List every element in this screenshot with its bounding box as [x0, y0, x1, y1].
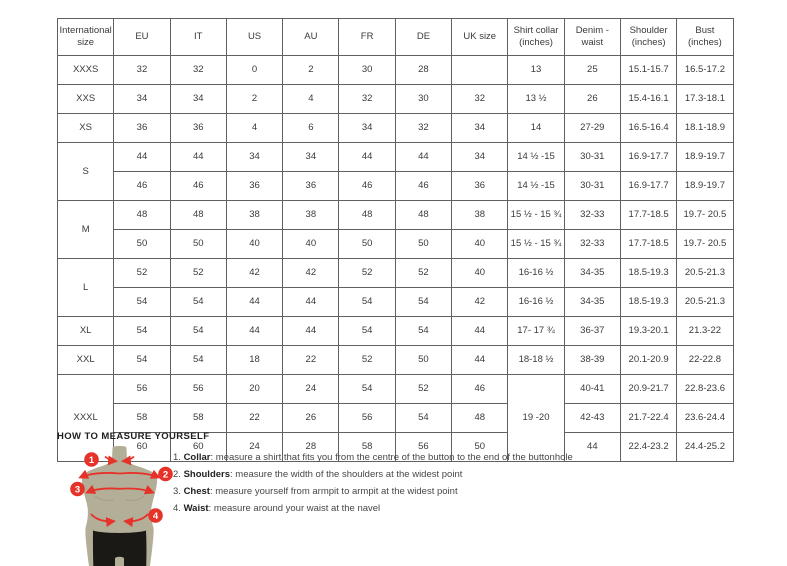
table-cell: 54 [339, 375, 395, 404]
table-cell: 21.3-22 [677, 317, 733, 346]
table-cell: 24.4-25.2 [677, 433, 733, 462]
table-cell: 36 [452, 172, 508, 201]
table-cell: 32 [339, 85, 395, 114]
table-cell: 16-16 ½ [508, 288, 564, 317]
table-cell: 56 [339, 404, 395, 433]
column-header: Shoulder (inches) [620, 19, 676, 56]
table-cell: 60 [170, 433, 226, 462]
table-cell: 54 [170, 288, 226, 317]
size-table-body [58, 56, 734, 462]
table-cell: 54 [114, 288, 170, 317]
table-cell: 58 [339, 433, 395, 462]
table-cell: 34 [114, 85, 170, 114]
table-row [58, 346, 734, 375]
table-cell: 50 [395, 230, 451, 259]
table-cell: 32 [170, 56, 226, 85]
column-header: EU [114, 19, 170, 56]
table-cell: 50 [395, 346, 451, 375]
table-cell: 24 [283, 375, 339, 404]
table-cell: 17- 17 ¾ [508, 317, 564, 346]
table-cell: 40 [283, 230, 339, 259]
table-cell: 38 [283, 201, 339, 230]
table-cell: 16.9-17.7 [620, 172, 676, 201]
table-cell: 20.5-21.3 [677, 288, 733, 317]
table-cell: 52 [395, 259, 451, 288]
table-cell: 38-39 [564, 346, 620, 375]
table-cell: 52 [395, 375, 451, 404]
column-header: FR [339, 19, 395, 56]
table-cell: 34-35 [564, 288, 620, 317]
table-cell: 20.1-20.9 [620, 346, 676, 375]
table-cell: 13 [508, 56, 564, 85]
table-row [58, 375, 734, 404]
table-cell: 32 [114, 56, 170, 85]
table-cell: 44 [170, 143, 226, 172]
intl-size-cell: M [58, 201, 114, 259]
collar-merged-cell: 19 -20 [508, 375, 564, 462]
column-header: UK size [452, 19, 508, 56]
table-cell: 54 [395, 288, 451, 317]
table-cell: 44 [339, 143, 395, 172]
table-cell: 17.7-18.5 [620, 230, 676, 259]
table-cell: 46 [114, 172, 170, 201]
table-cell: 16.5-16.4 [620, 114, 676, 143]
table-cell: 26 [564, 85, 620, 114]
header-row [58, 19, 734, 56]
table-row [58, 259, 734, 288]
table-cell: 52 [339, 346, 395, 375]
table-cell: 54 [395, 404, 451, 433]
table-cell: 34 [452, 114, 508, 143]
table-cell: 46 [339, 172, 395, 201]
table-cell: 36-37 [564, 317, 620, 346]
table-row [58, 288, 734, 317]
table-cell: 32-33 [564, 201, 620, 230]
intl-size-cell: XS [58, 114, 114, 143]
table-cell: 60 [114, 433, 170, 462]
table-cell: 16.5-17.2 [677, 56, 733, 85]
intl-size-cell: XXS [58, 85, 114, 114]
table-cell: 44 [226, 317, 282, 346]
table-cell: 34 [283, 143, 339, 172]
how-to-measure-title: HOW TO MEASURE YOURSELF [57, 431, 210, 442]
column-header: Shirt collar (inches) [508, 19, 564, 56]
table-cell: 14 [508, 114, 564, 143]
measurement-diagram [58, 444, 184, 566]
table-cell: 18.5-19.3 [620, 288, 676, 317]
table-cell: 44 [283, 317, 339, 346]
table-cell: 54 [114, 346, 170, 375]
table-cell: 48 [114, 201, 170, 230]
table-cell: 40 [452, 259, 508, 288]
table-cell: 22 [283, 346, 339, 375]
table-cell: 22 [226, 404, 282, 433]
table-cell: 16.9-17.7 [620, 143, 676, 172]
table-row [58, 201, 734, 230]
table-cell: 40 [452, 230, 508, 259]
table-cell: 18.9-19.7 [677, 172, 733, 201]
table-cell: 58 [114, 404, 170, 433]
table-cell: 44 [114, 143, 170, 172]
table-cell: 36 [226, 172, 282, 201]
table-cell: 38 [452, 201, 508, 230]
table-cell: 56 [170, 375, 226, 404]
table-cell: 46 [395, 172, 451, 201]
table-cell: 44 [564, 433, 620, 462]
step-badge-2 [158, 467, 173, 482]
table-cell: 18.9-19.7 [677, 143, 733, 172]
intl-size-cell: XL [58, 317, 114, 346]
table-cell: 19.3-20.1 [620, 317, 676, 346]
table-cell: 20.9-21.7 [620, 375, 676, 404]
table-cell: 18-18 ½ [508, 346, 564, 375]
table-cell: 24 [226, 433, 282, 462]
table-cell: 4 [283, 85, 339, 114]
table-cell: 0 [226, 56, 282, 85]
table-cell: 54 [114, 317, 170, 346]
table-cell: 2 [283, 56, 339, 85]
table-cell: 36 [170, 114, 226, 143]
table-row [58, 172, 734, 201]
table-cell: 44 [226, 288, 282, 317]
table-cell: 34 [339, 114, 395, 143]
step-badge-3 [70, 482, 85, 497]
table-row [58, 143, 734, 172]
intl-size-cell: XXXL [58, 375, 114, 462]
table-cell: 44 [283, 288, 339, 317]
intl-size-cell: S [58, 143, 114, 201]
table-cell: 15 ½ - 15 ¾ [508, 201, 564, 230]
table-cell: 30 [339, 56, 395, 85]
table-cell: 14 ½ -15 [508, 143, 564, 172]
table-cell: 32 [452, 85, 508, 114]
table-cell: 30 [395, 85, 451, 114]
column-header: DE [395, 19, 451, 56]
table-cell: 22.4-23.2 [620, 433, 676, 462]
step-badge-4 [148, 508, 163, 523]
table-cell: 30-31 [564, 172, 620, 201]
table-cell: 44 [395, 143, 451, 172]
column-header: International size [58, 19, 114, 56]
svg-text:3: 3 [74, 484, 81, 496]
table-cell: 18.1-18.9 [677, 114, 733, 143]
table-cell: 56 [114, 375, 170, 404]
table-cell: 30-31 [564, 143, 620, 172]
table-cell: 52 [114, 259, 170, 288]
table-cell: 19.7- 20.5 [677, 230, 733, 259]
table-cell: 52 [339, 259, 395, 288]
table-cell: 28 [283, 433, 339, 462]
table-cell: 54 [395, 317, 451, 346]
table-row [58, 404, 734, 433]
table-cell: 20 [226, 375, 282, 404]
table-cell: 21.7-22.4 [620, 404, 676, 433]
column-header: Denim - waist [564, 19, 620, 56]
table-cell: 50 [339, 230, 395, 259]
table-cell: 48 [170, 201, 226, 230]
table-cell: 22.8-23.6 [677, 375, 733, 404]
table-cell: 50 [452, 433, 508, 462]
table-cell: 22-22.8 [677, 346, 733, 375]
measure-steps-list [173, 449, 573, 517]
table-cell: 28 [395, 56, 451, 85]
table-row [58, 114, 734, 143]
table-cell: 54 [170, 317, 226, 346]
table-cell: 44 [452, 346, 508, 375]
table-cell: 42 [226, 259, 282, 288]
table-cell: 54 [170, 346, 226, 375]
table-row [58, 230, 734, 259]
table-cell: 34 [226, 143, 282, 172]
measure-step: 4. Waist: measure around your waist at the navel [173, 503, 381, 514]
table-cell: 18.5-19.3 [620, 259, 676, 288]
intl-size-cell: L [58, 259, 114, 317]
measure-step: 3. Chest: measure yourself from armpit to armpit at the widest point [173, 486, 458, 497]
table-cell: 42-43 [564, 404, 620, 433]
table-cell: 46 [452, 375, 508, 404]
table-cell: 16-16 ½ [508, 259, 564, 288]
column-header: AU [283, 19, 339, 56]
table-cell: 40 [226, 230, 282, 259]
column-header: US [226, 19, 282, 56]
table-cell: 50 [170, 230, 226, 259]
table-cell: 36 [114, 114, 170, 143]
table-cell: 18 [226, 346, 282, 375]
table-cell: 48 [452, 404, 508, 433]
size-chart-header [58, 19, 734, 56]
table-cell: 14 ½ -15 [508, 172, 564, 201]
table-cell: 58 [170, 404, 226, 433]
svg-text:2: 2 [162, 469, 169, 481]
table-cell: 54 [339, 288, 395, 317]
table-cell: 48 [339, 201, 395, 230]
intl-size-cell: XXXS [58, 56, 114, 85]
size-chart-table [57, 18, 734, 462]
table-cell: 4 [226, 114, 282, 143]
table-cell: 54 [339, 317, 395, 346]
table-cell: 25 [564, 56, 620, 85]
table-cell: 32-33 [564, 230, 620, 259]
table-row [58, 85, 734, 114]
table-cell: 27-29 [564, 114, 620, 143]
table-cell: 19.7- 20.5 [677, 201, 733, 230]
table-cell: 38 [226, 201, 282, 230]
column-header: Bust (inches) [677, 19, 733, 56]
table-cell: 42 [283, 259, 339, 288]
table-cell: 36 [283, 172, 339, 201]
table-cell: 44 [452, 317, 508, 346]
table-cell: 34-35 [564, 259, 620, 288]
table-cell: 23.6-24.4 [677, 404, 733, 433]
table-cell: 13 ½ [508, 85, 564, 114]
intl-size-cell: XXL [58, 346, 114, 375]
svg-text:1: 1 [88, 454, 95, 466]
table-cell: 6 [283, 114, 339, 143]
table-row [58, 56, 734, 85]
table-cell: 2 [226, 85, 282, 114]
table-cell: 15.4-16.1 [620, 85, 676, 114]
svg-text:4: 4 [152, 510, 159, 522]
table-cell: 26 [283, 404, 339, 433]
table-cell: 32 [395, 114, 451, 143]
table-cell: 50 [114, 230, 170, 259]
table-cell: 34 [170, 85, 226, 114]
table-cell: 17.3-18.1 [677, 85, 733, 114]
table-cell: 48 [395, 201, 451, 230]
table-cell: 34 [452, 143, 508, 172]
table-cell: 15 ½ - 15 ¾ [508, 230, 564, 259]
table-cell: 40-41 [564, 375, 620, 404]
table-row [58, 317, 734, 346]
measure-step: 2. Shoulders: measure the width of the shoulders at the widest point [173, 469, 463, 480]
table-cell: 20.5-21.3 [677, 259, 733, 288]
table-cell: 17.7-18.5 [620, 201, 676, 230]
table-cell: 46 [170, 172, 226, 201]
step-badge-1 [84, 452, 99, 467]
measure-step: 1. Collar: measure a shirt that fits you from the centre of the button to the end of the buttonhole [173, 452, 573, 463]
table-cell: 42 [452, 288, 508, 317]
table-cell: 52 [170, 259, 226, 288]
table-cell: 56 [395, 433, 451, 462]
table-cell [452, 56, 508, 85]
column-header: IT [170, 19, 226, 56]
table-cell: 15.1-15.7 [620, 56, 676, 85]
